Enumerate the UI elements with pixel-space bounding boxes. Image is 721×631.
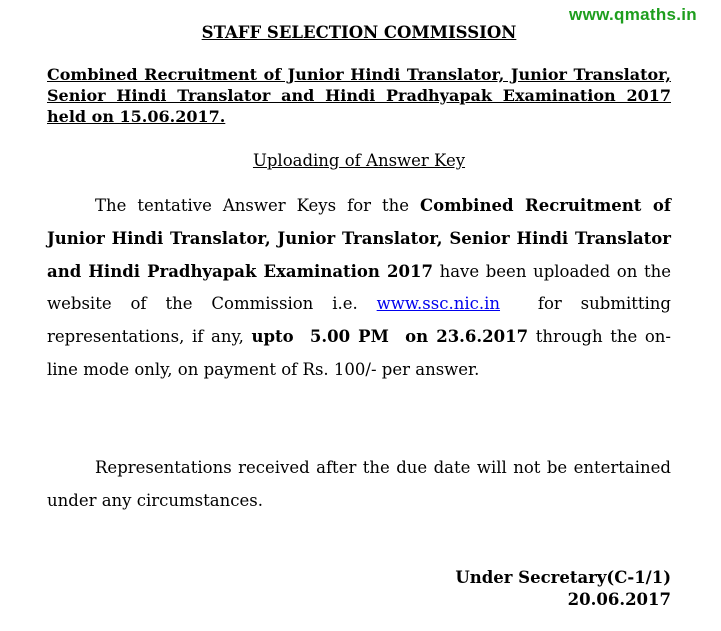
notice-subheading: Uploading of Answer Key	[252, 151, 466, 170]
para1-text-2: have been uploaded on the website of the Commission i.e.	[47, 261, 672, 314]
notice-paragraph-main	[47, 190, 677, 387]
para1-deadline: upto 5.00 PM on 23.6.2017	[251, 327, 529, 347]
site-watermark: www.qmaths.in	[569, 5, 697, 24]
signature-date: 20.06.2017	[567, 590, 671, 609]
signature-block	[455, 567, 671, 611]
para1-text-1: The tentative Answer Keys for the	[95, 196, 421, 215]
para1-text-3: for submitting representations, if any,	[47, 294, 677, 347]
para1-exam-name: Combined Recruitment of Junior Hindi Translator, Junior Translator, Senior Hindi Translator and Hindi Pradhyapak Examination 2017	[47, 196, 671, 281]
signatory-designation: Under Secretary(C-1/1)	[455, 568, 671, 587]
notice-subject: Combined Recruitment of Junior Hindi Translator, Junior Translator, Senior Hindi Translator and Hindi Pradhyapak Examination 2017 held on 15.06.2017.	[47, 65, 671, 126]
ssc-website-link[interactable]: www.ssc.nic.in	[376, 294, 501, 314]
notice-paragraph-late: Representations received after the due date will not be entertained under any circumstances.	[47, 458, 671, 510]
page-title: STAFF SELECTION COMMISSION	[201, 23, 517, 42]
para1-text-4: through the on-line mode only, on payment of Rs. 100/- per answer.	[47, 327, 671, 379]
